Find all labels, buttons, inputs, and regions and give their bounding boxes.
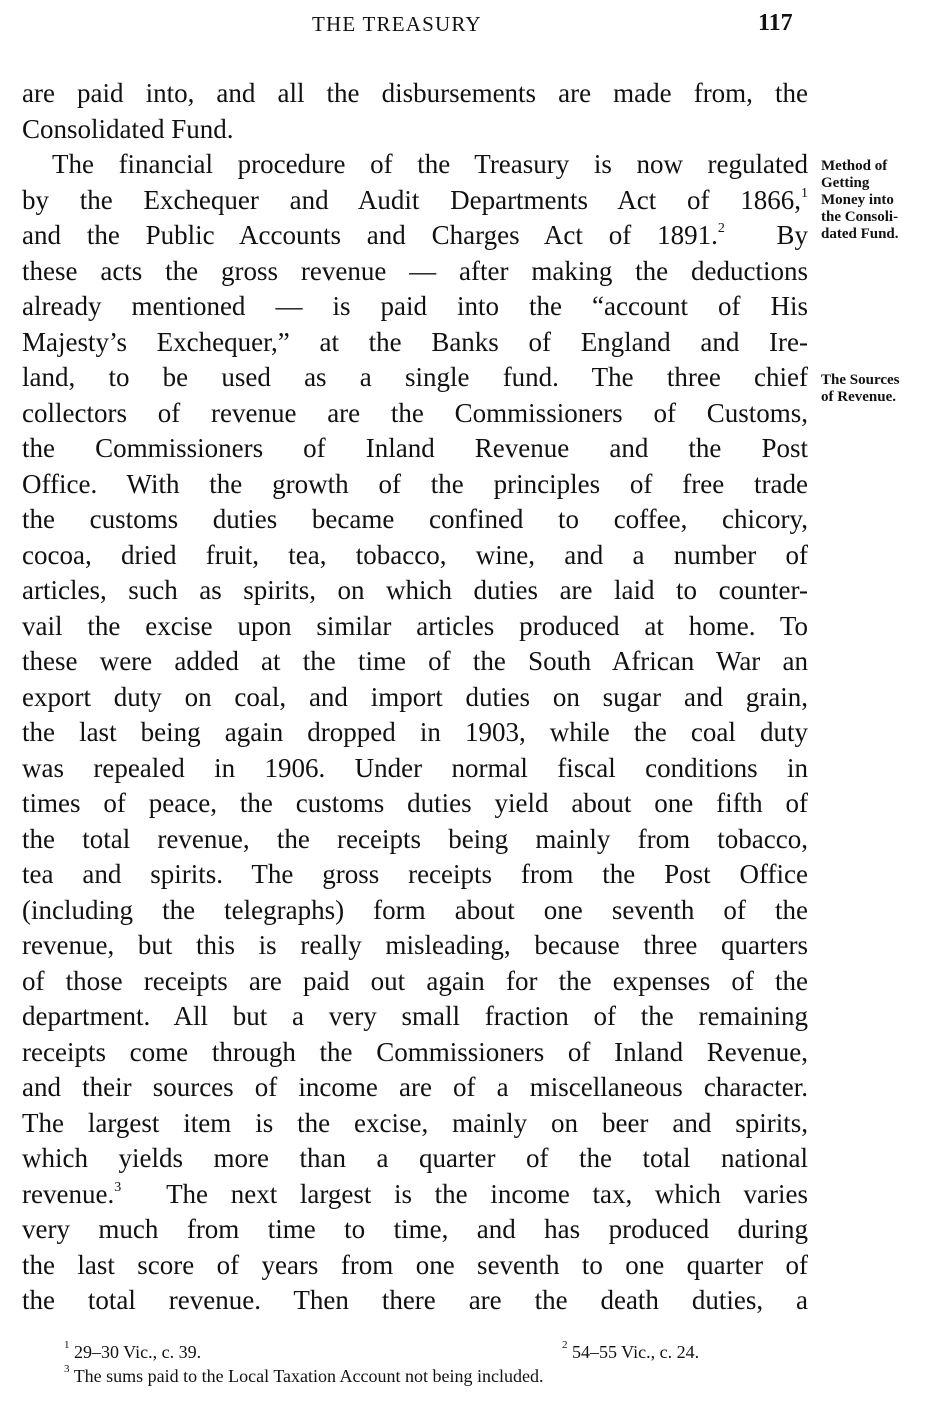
text-line: Majesty’s Exchequer,” at the Banks of England and Ire-	[22, 326, 808, 357]
text-line: Office. With the growth of the principles of free trade	[22, 468, 808, 499]
margin-note-line: dated Fund.	[821, 226, 899, 242]
text-span: by the Exchequer and Audit Departments Act of 1866,	[22, 184, 801, 215]
text-line: the total revenue. Then there are the death duties, a	[22, 1285, 808, 1315]
text-line: The largest item is the excise, mainly on beer and spirits,	[22, 1107, 808, 1138]
footnote-ref: 3	[114, 1179, 122, 1195]
text-line: the customs duties became confined to coffee, chicory,	[22, 504, 808, 534]
margin-note-sources	[821, 372, 943, 406]
text-line: department. All but a very small fraction of the remaining	[22, 1001, 808, 1031]
margin-note-method	[821, 158, 943, 243]
footnote-mark: 2	[562, 1339, 568, 1351]
text-line	[22, 1177, 808, 1213]
text-line: export duty on coal, and import duties on sugar and grain,	[22, 681, 808, 712]
page-header	[0, 12, 952, 42]
footnote-ref: 1	[801, 185, 808, 201]
text-line: the total revenue, the receipts being mainly from tobacco,	[22, 823, 808, 854]
margin-note-line: of Revenue.	[821, 389, 896, 405]
text-line: land, to be used as a single fund. The three chief	[22, 362, 808, 392]
footnote-3	[64, 1363, 544, 1387]
text-line: (including the telegraphs) form about one seventh of the	[22, 894, 808, 925]
text-line: The financial procedure of the Treasury is now regulated	[52, 149, 808, 179]
text-span: revenue.	[22, 1178, 115, 1209]
text-line: times of peace, the customs duties yield about one fifth of	[22, 788, 808, 818]
text-line: Consolidated Fund.	[22, 113, 234, 144]
margin-note-line: The Sources	[821, 372, 900, 388]
margin-note-line: Money into	[821, 192, 894, 208]
text-line: articles, such as spirits, on which duties are laid to counter-	[22, 575, 808, 605]
text-line: very much from time to time, and has produced during	[22, 1214, 808, 1244]
text-span: and the Public Accounts and Charges Act of 1891.	[22, 220, 718, 250]
text-line: these acts the gross revenue — after making the deductions	[22, 255, 808, 286]
text-line: and their sources of income are of a miscellaneous character.	[22, 1072, 808, 1102]
footnote-text: 29–30 Vic., c. 39.	[74, 1342, 202, 1362]
text-line: collectors of revenue are the Commissioners of Customs,	[22, 397, 808, 428]
running-head: THE TREASURY	[312, 12, 482, 36]
text-line: the last being again dropped in 1903, while the coal duty	[22, 717, 808, 747]
text-line: tea and spirits. The gross receipts from the Post Office	[22, 859, 808, 889]
margin-note-line: the Consoli-	[821, 209, 899, 225]
footnote-text: 54–55 Vic., c. 24.	[572, 1342, 700, 1362]
text-line: which yields more than a quarter of the total national	[22, 1143, 808, 1173]
body-text	[22, 76, 808, 1319]
text-line	[22, 183, 808, 219]
text-line: the last score of years from one seventh to one quarter of	[22, 1249, 808, 1280]
footnote-2	[562, 1339, 700, 1363]
text-line: receipts come through the Commissioners of Inland Revenue,	[22, 1036, 808, 1067]
text-line: of those receipts are paid out again for the expenses of the	[22, 965, 808, 996]
margin-note-line: Getting	[821, 175, 870, 191]
text-line: already mentioned — is paid into the “account of His	[22, 291, 808, 321]
footnote-text: The sums paid to the Local Taxation Account not being included.	[73, 1366, 544, 1386]
footnote-mark: 3	[64, 1363, 70, 1375]
footnote-mark: 1	[64, 1339, 70, 1351]
text-line: are paid into, and all the disbursements are made from, the	[22, 78, 808, 108]
text-line: revenue, but this is really misleading, because three quarters	[22, 930, 808, 960]
text-line	[22, 218, 808, 254]
margin-note-line: Method of	[821, 158, 888, 174]
text-line: vail the excise upon similar articles produced at home. To	[22, 610, 808, 641]
text-span: The next largest is the income tax, which varies	[166, 1178, 808, 1209]
text-line: the Commissioners of Inland Revenue and the Post	[22, 433, 808, 463]
footnote-ref: 2	[717, 221, 725, 236]
text-line: was repealed in 1906. Under normal fiscal conditions in	[22, 752, 808, 783]
text-span: By	[776, 220, 809, 250]
text-line: these were added at the time of the South African War an	[22, 646, 808, 676]
footnote-1	[64, 1339, 202, 1363]
page-number: 117	[758, 10, 793, 36]
text-line: cocoa, dried fruit, tea, tobacco, wine, and a number of	[22, 539, 808, 570]
